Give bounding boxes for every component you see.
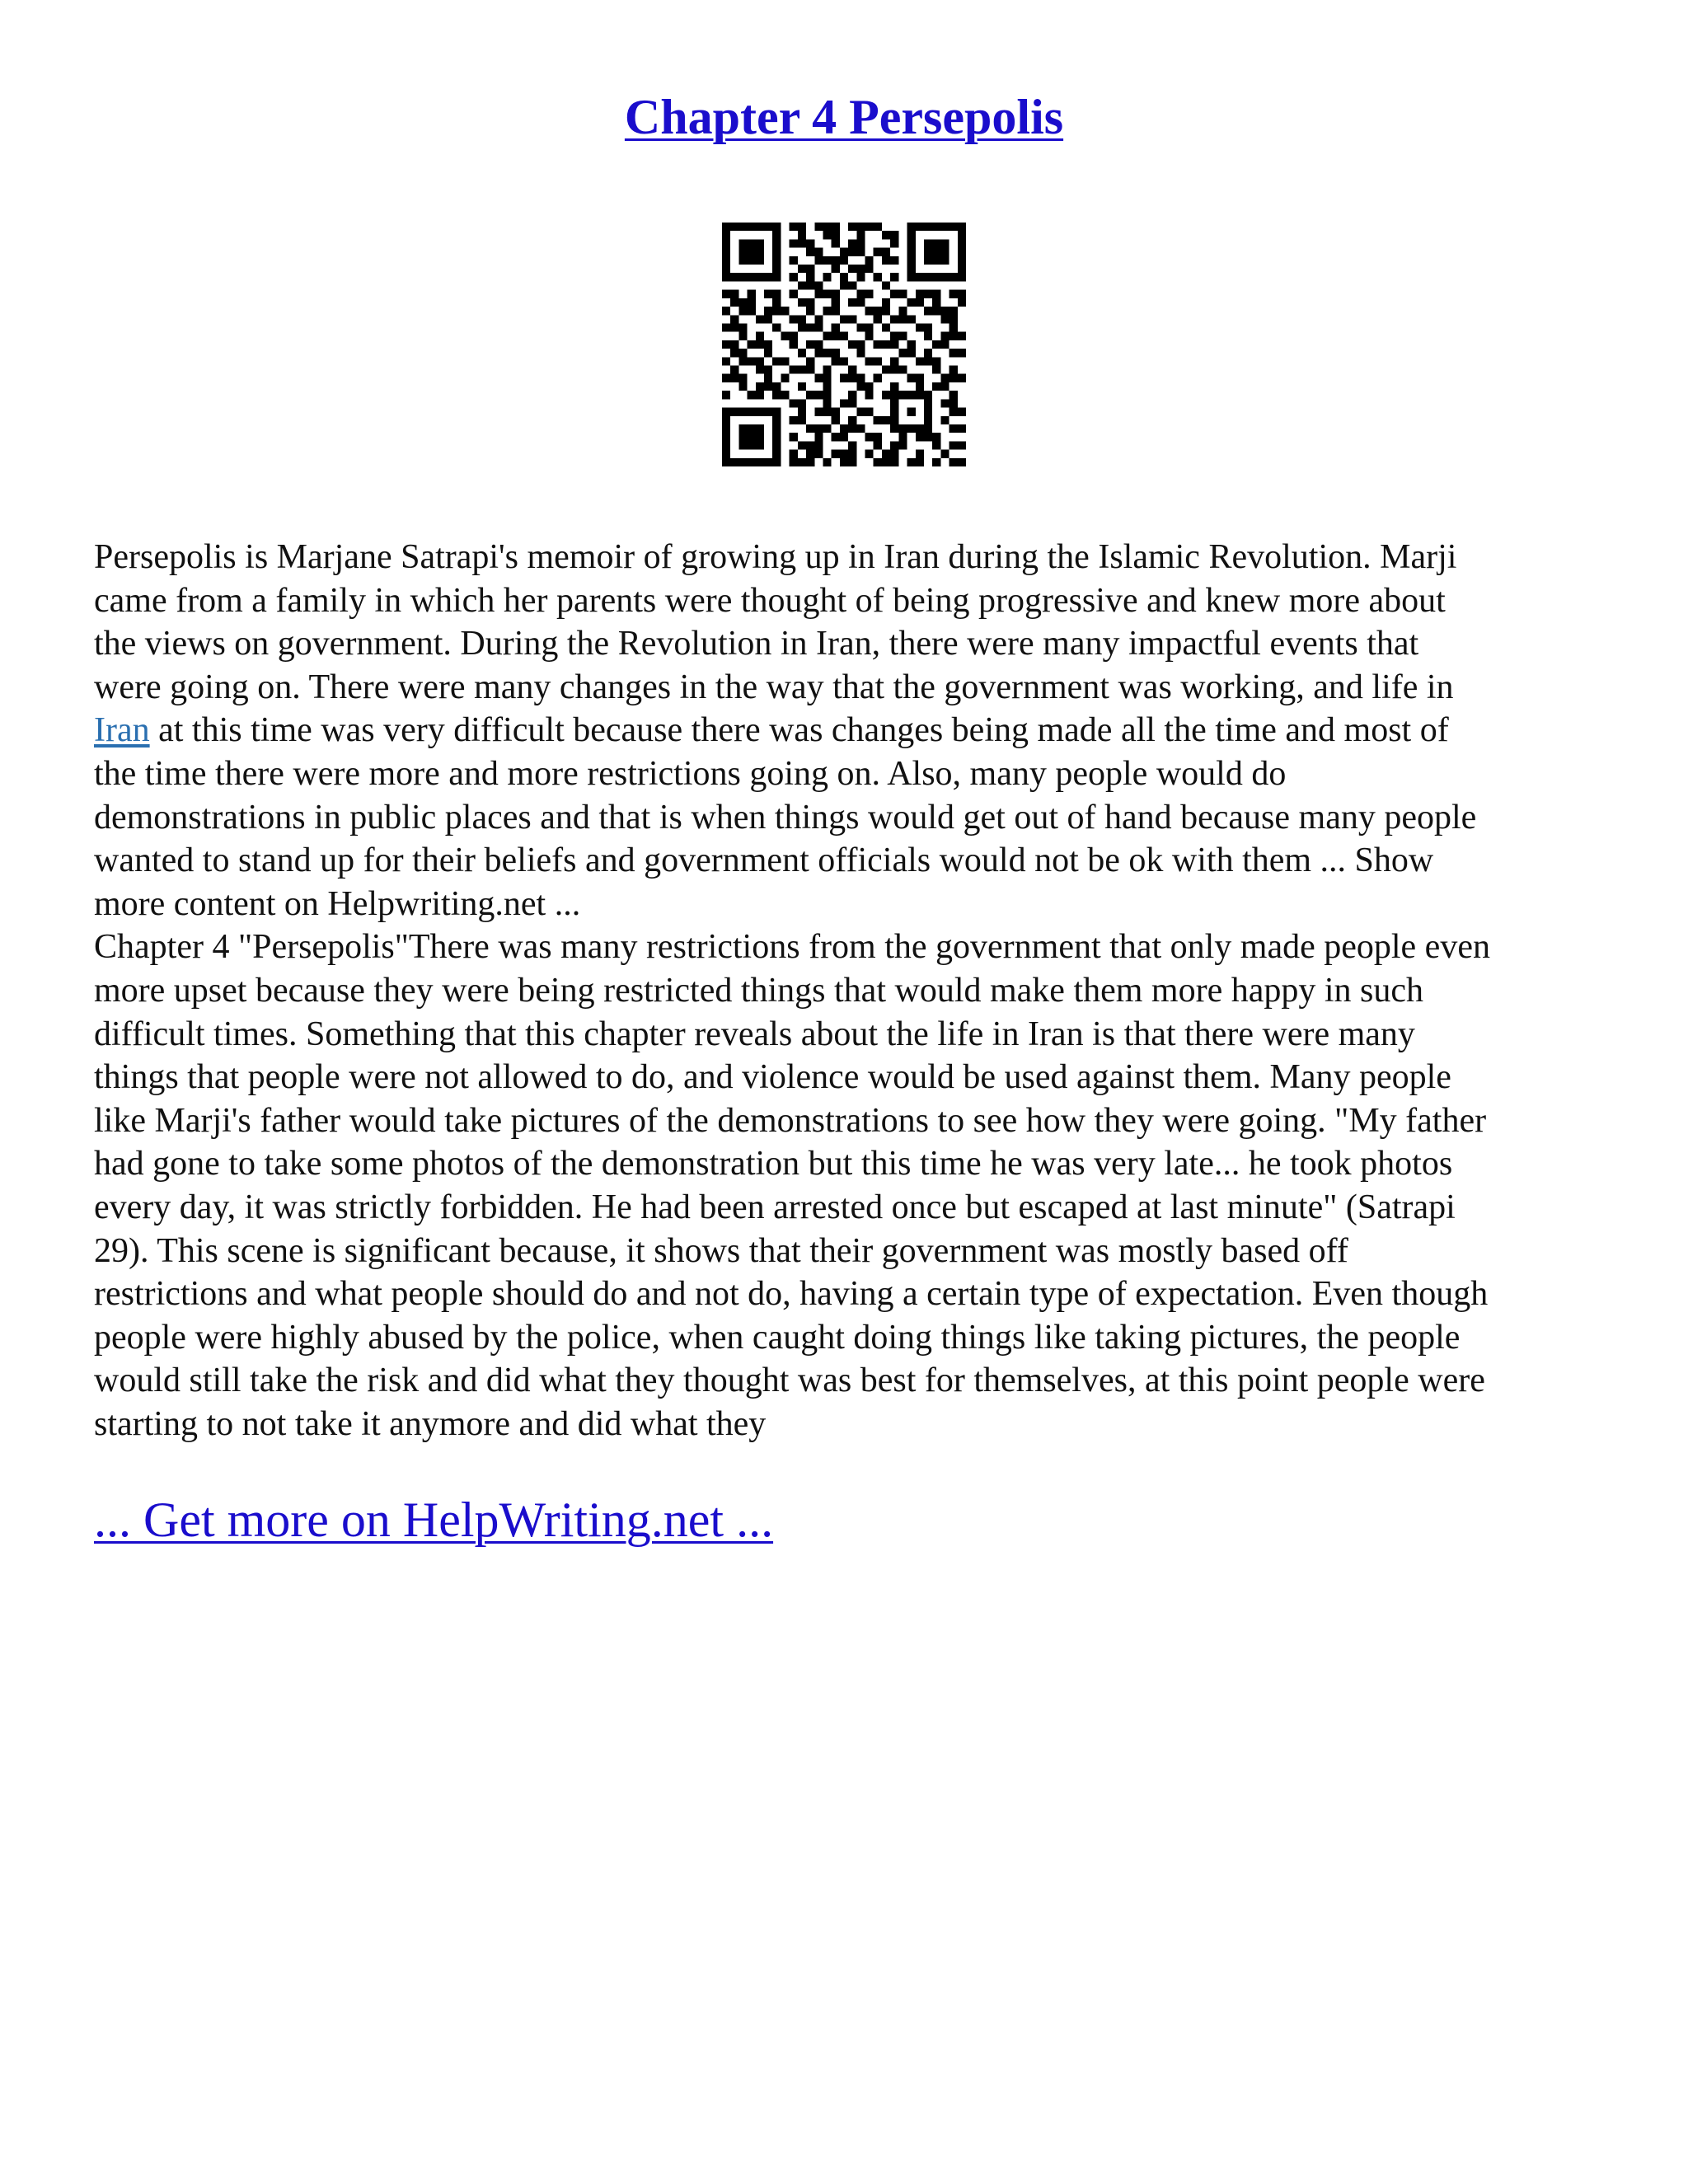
text-fragment: at this time was very difficult because there was changes being made all the time and most of — [149, 711, 1449, 750]
get-more-link[interactable]: ... Get more on HelpWriting.net ... — [94, 1493, 774, 1547]
text-line: came from a family in which her parents were thought of being progressive and knew more about — [94, 581, 1446, 620]
text-line: the time there were more and more restrictions going on. Also, many people would do — [94, 754, 1287, 793]
text-line: people were highly abused by the police, when caught doing things like taking pictures, the people — [94, 1318, 1461, 1357]
article-body — [94, 536, 1602, 1446]
text-line: Persepolis is Marjane Satrapi's memoir of growing up in Iran during the Islamic Revolution. Marji — [94, 538, 1457, 576]
text-line-with-link — [94, 709, 1602, 752]
text-line: Chapter 4 "Persepolis"There was many restrictions from the government that only made people even — [94, 928, 1490, 967]
text-line: things that people were not allowed to do, and violence would be used against them. Many people — [94, 1058, 1451, 1097]
qr-code-icon — [722, 223, 966, 466]
text-line: the views on government. During the Revolution in Iran, there were many impactful events that — [94, 625, 1419, 663]
text-line: demonstrations in public places and that is when things would get out of hand because many people — [94, 798, 1477, 837]
text-line: like Marji's father would take pictures of the demonstrations to see how they were going. "My father — [94, 1101, 1487, 1140]
paragraph-chapter — [94, 926, 1602, 1446]
text-line: more upset because they were being restricted things that would make them more happy in such — [94, 971, 1424, 1010]
iran-link[interactable]: Iran — [94, 711, 150, 750]
page-title-link[interactable]: Chapter 4 Persepolis — [624, 90, 1064, 144]
text-line: were going on. There were many changes in the way that the government was working, and life in — [94, 668, 1454, 706]
text-line: starting to not take it anymore and did what they — [94, 1404, 767, 1443]
text-line: had gone to take some photos of the demonstration but this time he was very late... he took photos — [94, 1145, 1453, 1183]
text-line: difficult times. Something that this chapter reveals about the life in Iran is that there were many — [94, 1015, 1415, 1053]
text-line: restrictions and what people should do and not do, having a certain type of expectation. Even though — [94, 1275, 1489, 1314]
text-line: wanted to stand up for their beliefs and government officials would not be ok with them ... Show — [94, 841, 1434, 880]
footer-link-container — [94, 1492, 773, 1549]
text-line: 29). This scene is significant because, it shows that their government was mostly based off — [94, 1231, 1348, 1270]
page-title-container — [0, 89, 1688, 146]
text-line: more content on Helpwriting.net ... — [94, 884, 581, 923]
paragraph-intro — [94, 536, 1602, 926]
text-line: would still take the risk and did what they thought was best for themselves, at this point people were — [94, 1361, 1485, 1400]
text-line: every day, it was strictly forbidden. He had been arrested once but escaped at last minute" (Satrapi — [94, 1188, 1456, 1226]
